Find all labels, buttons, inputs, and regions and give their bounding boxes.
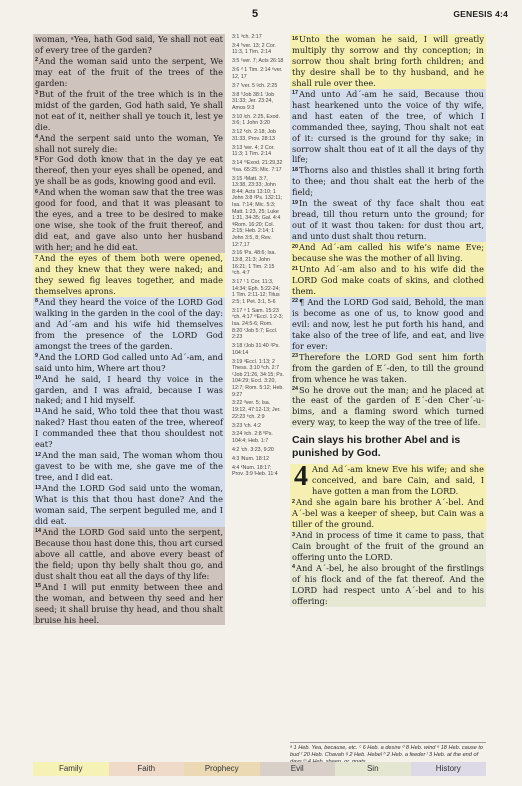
verse-number: 9 bbox=[35, 353, 38, 360]
verse-number: 24 bbox=[292, 386, 298, 392]
cross-reference: 3:5 ᶜver. 7; Acts 26:18 bbox=[232, 58, 284, 65]
verse-text: And he said, I heard thy voice in the garden, and I was afraid, because I was naked; and I hid myself. bbox=[35, 373, 223, 406]
verse-number: 8 bbox=[35, 298, 38, 305]
cross-reference: 3:8 ʰJob 38:1 ⁱJob 31:33; Jer. 23:24, Amos 9:3 bbox=[232, 91, 275, 111]
cross-reference: 3:22 ᵈver. 5; Isa. 19:12, 47:12-13; Jer. 22:23 ᵉch. 2:9 bbox=[232, 400, 281, 420]
cross-reference: 3:6 ᵈ 1 Tim. 2:14 ᵉver. 12, 17 bbox=[232, 67, 283, 80]
verse bbox=[290, 530, 486, 563]
cross-reference: 3:18 ʸJob 31:40 ᶻPs. 104:14 bbox=[232, 343, 280, 356]
theme-legend bbox=[33, 762, 486, 776]
verse-text: And Ad´-am knew Eve his wife; and she conceived, and bare Cain, and said, I have gotten a man from the LORD. bbox=[312, 464, 484, 497]
verse-number: 5 bbox=[35, 155, 38, 162]
verse-text: ¶ And the LORD God said, Behold, the man is become as one of us, to know good and evil: and now, lest he put forth his hand, and take also of the tree of life, and eat, and live for ever: bbox=[292, 296, 484, 351]
cross-reference-column bbox=[232, 34, 284, 480]
verse-text: And unto Ad´-am he said, Because thou hast hearkened unto the voice of thy wife, and hast eaten of the tree, of which I commanded thee, saying, Thou shalt not eat of it: cursed is the ground for thy sake; in sorrow shalt thou eat of it all the days of thy life; bbox=[292, 88, 484, 165]
verse bbox=[33, 483, 225, 527]
cross-reference: 3:15 ᵒMatt. 3:7, 13:38, 23:33; John 8:44; Acts 13:10; 1 John 3:8 ᵖPs. 132:11; Isa. 7:14; Mic. 5:3; Matt. 1:23, 25; Luke 1:31, 34-35; Gal. 4:4 ᵠRom. 16:20; Col. 2:15; Heb. 2:14; 1 John 3:5, 8; Rev. 12:7,17 bbox=[232, 175, 283, 248]
verse bbox=[33, 582, 225, 626]
chapter3-verses bbox=[290, 34, 486, 428]
verse-text: And the woman said unto the serpent, We may eat of the fruit of the trees of the garden: bbox=[35, 55, 223, 88]
verse bbox=[33, 253, 225, 297]
cross-reference: 3:1 ᵃch. 2:17 bbox=[232, 34, 262, 40]
cross-reference: 3:24 ᵍch. 2:8 ʰPs. 104:4; Heb. 1:7 bbox=[232, 431, 273, 444]
verse-text: And Ad´-am called his wife’s name Eve; because she was the mother of all living. bbox=[292, 242, 484, 264]
cross-reference: 3:4 ᵇver. 13; 2 Cor. 11:3, 1 Tim. 2:14 bbox=[232, 42, 276, 56]
verse-text: And the man said, The woman whom thou gavest to be with me, she gave me of the tree, and I did eat. bbox=[35, 450, 223, 483]
legend-evil: Evil bbox=[260, 762, 336, 776]
verse-text: And in process of time it came to pass, that Cain brought of the fruit of the ground an offering unto the LORD. bbox=[292, 530, 484, 562]
verse bbox=[290, 198, 486, 242]
cross-reference: 3:14 ᵐExod. 21:29,32 ⁿIsa. 65:25; Mic. 7:17 bbox=[232, 160, 283, 173]
page-number: 5 bbox=[252, 8, 259, 20]
verse-text: Unto Ad´-am also and to his wife did the LORD God make coats of skins, and clothed them. bbox=[292, 264, 484, 296]
verse bbox=[290, 89, 486, 166]
verse-text: And he said, Who told thee that thou wast naked? Hast thou eaten of the tree, whereof I commanded thee that thou shouldest not eat? bbox=[35, 406, 223, 450]
cross-reference: 3:13 ˡver. 4; 2 Cor. 11:3; 1 Tim. 2:14 bbox=[232, 144, 275, 158]
verse-text: And the LORD God said unto the serpent, Because thou hast done this, thou art cursed above all cattle, and above every beast of the field; upon thy belly shalt thou go, and dust shalt thou eat all the days of thy life: bbox=[35, 526, 223, 581]
verse-text: Thorns also and thistles shall it bring forth to thee; and thou shalt eat the herb of the field; bbox=[292, 165, 484, 198]
cross-reference: 3:19 ᵃEccl. 1:13; 2 Thess. 3:10 ᵇch. 2:7 ᶜJob 21:26, 34:15; Ps. 104:29; Eccl. 3:20, 12:7; Rom. 5:12; Heb. 9:27 bbox=[232, 358, 284, 398]
verse-number: 20 bbox=[292, 243, 298, 250]
verse bbox=[33, 56, 225, 89]
verse-number: 12 bbox=[35, 451, 41, 458]
verse bbox=[33, 450, 225, 483]
verse-text: But of the fruit of the tree which is in the midst of the garden, God hath said, Ye shall not eat of it, neither shall ye touch it, lest ye die. bbox=[35, 88, 223, 132]
verse bbox=[33, 154, 225, 187]
verse-number: 2 bbox=[35, 57, 38, 64]
verse-number: 10 bbox=[35, 375, 41, 382]
cross-reference: 3:23 ᶠch. 4:2 bbox=[232, 422, 261, 429]
verse bbox=[33, 297, 225, 352]
verse bbox=[290, 165, 486, 198]
verse-text: And A´-bel, he also brought of the firstlings of his flock and of the fat thereof. And the LORD had respect unto A´-bel and to his offering: bbox=[292, 562, 484, 606]
verse-number: 15 bbox=[35, 583, 41, 590]
verse-text: And when the woman saw that the tree was good for food, and that it was pleasant to the eyes, and a tree to be desired to make one wise, she took of the fruit thereof, and did eat, and gave also unto her husband with her; and he did eat. bbox=[35, 187, 223, 253]
verse-text: And I will put enmity between thee and the woman, and between thy seed and her seed; it shall bruise thy head, and thou shalt bruise his heel. bbox=[35, 581, 223, 625]
verse-number: 4 bbox=[292, 564, 295, 571]
verse-text: woman, ᵃYea, hath God said, Ye shall not eat of every tree of the garden? bbox=[35, 34, 223, 55]
verse bbox=[290, 242, 486, 264]
cross-reference: 3:12 ᵏch. 2:18; Job 31:33, Prov. 28:13 bbox=[232, 129, 276, 142]
cross-reference: 3:10 ʲch. 2:25, Exod. 3:6; 1 John 3:20 bbox=[232, 113, 280, 127]
verse-text: For God doth know that in the day ye eat thereof, then your eyes shall be opened, and ye shall be as gods, knowing good and evil. bbox=[35, 154, 223, 187]
cross-reference: 3:16 ʳPs. 48:6; Isa. 13:8, 21:3; John 16:21; 1 Tim. 2:15 ˢch. 4:7 bbox=[232, 250, 276, 277]
verse-text: In the sweat of thy face shalt thou eat bread, till thou return unto the ground; for out of it wast thou taken: for dust thou art, and unto dust shalt thou return. bbox=[292, 198, 484, 242]
verse bbox=[33, 187, 225, 253]
cross-reference: 4:4 ᵏNum. 18:17; Prov. 3:9 ˡHeb. 11:4 bbox=[232, 464, 278, 478]
verse-number: 21 bbox=[292, 265, 298, 272]
verse-number: 13 bbox=[35, 484, 41, 491]
legend-family: Family bbox=[33, 762, 109, 776]
verse-text: And the LORD God said unto the woman, What is this that thou hast done? And the woman said, The serpent beguiled me, and I did eat. bbox=[35, 483, 223, 526]
verse bbox=[290, 34, 486, 89]
verse bbox=[33, 34, 225, 56]
chapter4-verses bbox=[290, 461, 486, 606]
cross-reference: 3:17 ᵗ 1 Cor. 11:3, 14:34; Eph. 5:22-24; 1 Tim. 2:11-12; Titus 2:5; 1 Pet. 3:1, 5-6 bbox=[232, 279, 281, 305]
chapter-number: 4 bbox=[294, 461, 308, 493]
verse-number: 22 bbox=[292, 298, 298, 305]
cross-reference: 3:7 ᶠver. 5 ᵍch. 2:25 bbox=[232, 82, 278, 89]
verse-text: Unto the woman he said, I will greatly multiply thy sorrow and thy conception; in sorrow thou shalt bring forth children; and thy desire shall be to thy husband, and he shall rule over thee. bbox=[292, 34, 484, 88]
verse-number: 4 bbox=[35, 134, 38, 141]
verse-text: And the LORD God called unto Ad´-am, and said unto him, Where art thou? bbox=[35, 351, 223, 373]
verse bbox=[290, 385, 486, 429]
verse bbox=[290, 264, 486, 297]
verse bbox=[290, 352, 486, 385]
verse bbox=[290, 563, 486, 607]
verse-number: 3 bbox=[292, 531, 295, 538]
cross-reference: 4:3 ʲNum. 18:12 bbox=[232, 455, 270, 462]
verse-number: 3 bbox=[35, 90, 38, 97]
verse-number: 19 bbox=[292, 199, 298, 206]
section-heading: Cain slays his brother Abel and is punished by God. bbox=[292, 434, 461, 460]
verse-text: And the serpent said unto the woman, Ye shall not surely die: bbox=[35, 132, 223, 154]
legend-prophecy: Prophecy bbox=[184, 762, 260, 776]
verse-text: And she again bare his brother A´-bel. And A´-bel was a keeper of sheep, but Cain was a tiller of the ground. bbox=[292, 497, 484, 530]
footnotes: ᵃ 1 Heb. Yea, because, etc. ᶜ 6 Heb. a desire ᵈ 8 Heb. wind ᵉ 18 Heb. cause to bud ᶠ 20 Heb. Chavah ᵍ 2 Heb. Hebel ʰ 2 Heb. a feeder ˡ 3 Heb. at the end of bbox=[290, 742, 486, 766]
legend-sin: Sin bbox=[335, 762, 411, 776]
verse bbox=[290, 461, 486, 497]
verse bbox=[33, 374, 225, 407]
verse-number: 6 bbox=[35, 188, 38, 195]
verse bbox=[33, 527, 225, 582]
cross-reference: 3:17 ᵘ 1 Sam. 15:23 ᵛch. 4:17 ʷEccl. 1:2-3; Isa. 24:5-6; Rom. 8:20 ˣJob 5:7; Eccl. 2:23 bbox=[232, 307, 284, 341]
verse-text: And the eyes of them both were opened, and they knew that they were naked; and they sewed fig leaves together, and made themselves aprons. bbox=[35, 253, 223, 296]
legend-faith: Faith bbox=[109, 762, 185, 776]
verse bbox=[33, 133, 225, 155]
verse-number: 23 bbox=[292, 353, 298, 360]
verse bbox=[290, 497, 486, 530]
legend-history: History bbox=[411, 762, 487, 776]
verse-number: 17 bbox=[292, 90, 298, 97]
verse-number: 18 bbox=[292, 166, 298, 173]
running-head: GENESIS 4:4 bbox=[453, 9, 508, 19]
verse-text: And they heard the voice of the LORD God walking in the garden in the cool of the day: and Ad´-am and his wife hid themselves from the presence of the LORD God amongst the trees of the garden. bbox=[35, 296, 223, 351]
verse-number: 14 bbox=[35, 528, 41, 535]
left-column bbox=[33, 34, 225, 625]
verse-text: Therefore the LORD God sent him forth from the garden of E´-den, to till the ground from whence he was taken. bbox=[292, 351, 484, 384]
verse bbox=[290, 297, 486, 352]
cross-reference: 4:2 ⁱch. 3:23, 9:20 bbox=[232, 446, 274, 453]
verse-number: 7 bbox=[35, 254, 38, 261]
verse bbox=[33, 89, 225, 133]
verse-number: 2 bbox=[292, 498, 295, 505]
verse-number: 11 bbox=[35, 407, 41, 414]
verse bbox=[33, 406, 225, 450]
right-column bbox=[290, 34, 486, 607]
verse bbox=[33, 352, 225, 374]
verse-number: 16 bbox=[292, 35, 298, 42]
verse-text: So he drove out the man; and he placed at the east of the garden of E´-den Cher´-u-bims, and a flaming sword which turned every way, to keep the way of the tree of life. bbox=[292, 384, 484, 428]
